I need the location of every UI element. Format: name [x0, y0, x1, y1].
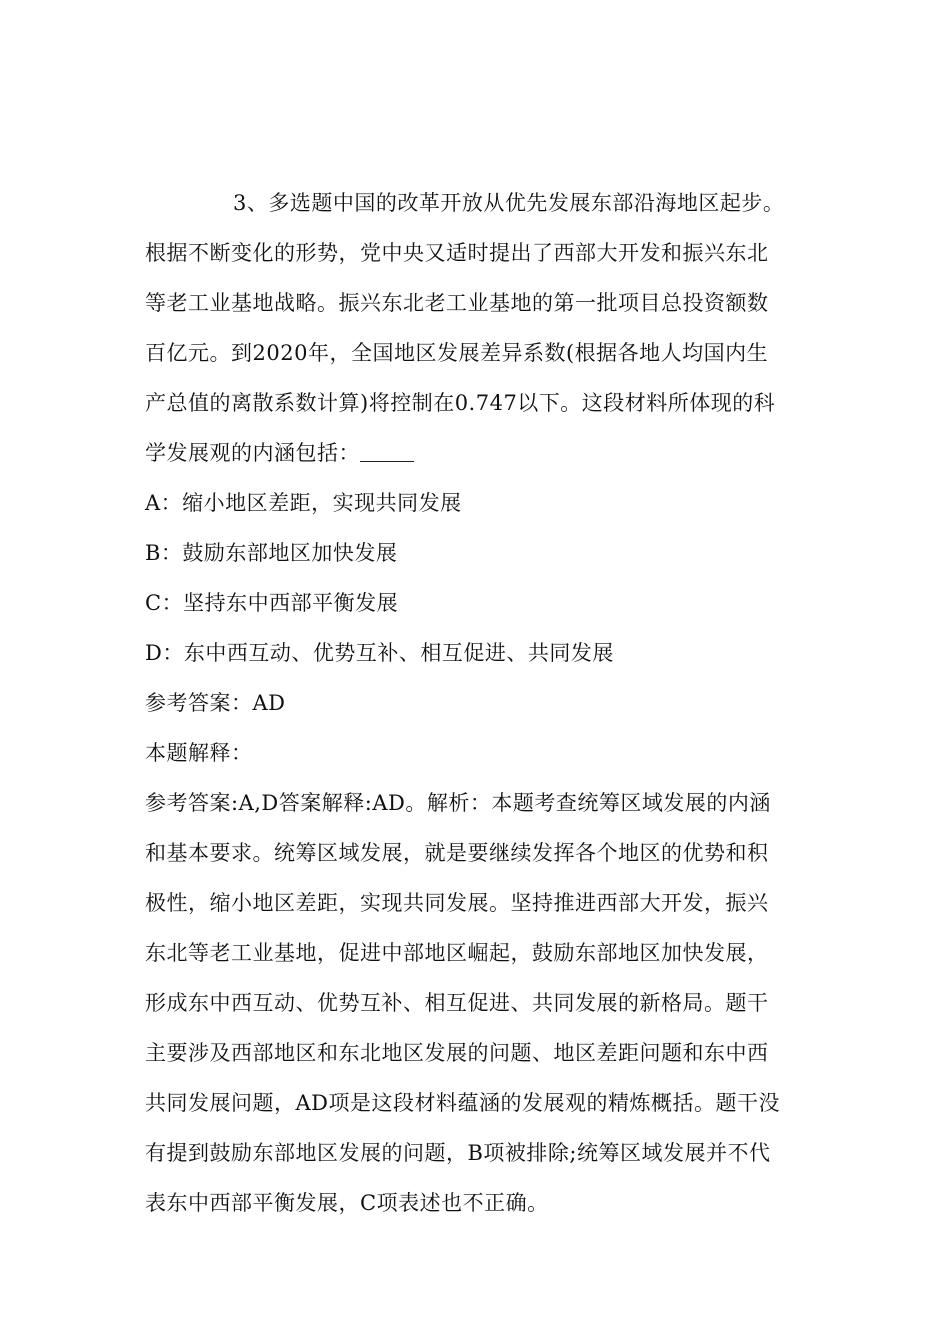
reference-answer: 参考答案：AD [145, 691, 286, 715]
explanation-line: 有提到鼓励东部地区发展的问题，B项被排除;统筹区域发展并不代 [145, 1141, 771, 1165]
option-d: D：东中西互动、优势互补、相互促进、共同发展 [145, 641, 614, 665]
explanation-line: 共同发展问题，AD项是这段材料蕴涵的发展观的精炼概括。题干没 [145, 1091, 780, 1115]
explanation-line: 参考答案:A,D答案解释:AD。解析：本题考查统筹区域发展的内涵 [145, 791, 771, 815]
explanation-line: 极性，缩小地区差距，实现共同发展。坚持推进西部大开发，振兴 [145, 891, 769, 915]
option-a: A：缩小地区差距，实现共同发展 [145, 491, 462, 515]
question-stem-line: 百亿元。到2020年，全国地区发展差异系数(根据各地人均国内生 [145, 341, 769, 365]
explanation-line: 主要涉及西部地区和东北地区发展的问题、地区差距问题和东中西 [145, 1041, 769, 1065]
question-stem-line: 等老工业基地战略。振兴东北老工业基地的第一批项目总投资额数 [145, 291, 769, 315]
question-stem-text: 学发展观的内涵包括： [145, 441, 360, 465]
question-stem-line: 根据不断变化的形势，党中央又适时提出了西部大开发和振兴东北 [145, 241, 769, 265]
option-c: C：坚持东中西部平衡发展 [145, 591, 399, 615]
question-stem-last-line [145, 428, 807, 478]
explanation-heading: 本题解释： [145, 741, 253, 765]
question-stem-line: 产总值的离散系数计算)将控制在0.747以下。这段材料所体现的科 [145, 391, 776, 415]
option-b: B：鼓励东部地区加快发展 [145, 541, 398, 565]
answer-blank [360, 447, 414, 462]
explanation-line: 和基本要求。统筹区域发展，就是要继续发挥各个地区的优势和积 [145, 841, 769, 865]
question-stem-line: 3、多选题中国的改革开放从优先发展东部沿海地区起步。 [233, 191, 785, 215]
explanation-line: 东北等老工业基地，促进中部地区崛起，鼓励东部地区加快发展， [145, 941, 769, 965]
explanation-line: 表东中西部平衡发展，C项表述也不正确。 [145, 1191, 549, 1215]
question-block [145, 178, 807, 1228]
explanation-line: 形成东中西互动、优势互补、相互促进、共同发展的新格局。题干 [145, 991, 769, 1015]
